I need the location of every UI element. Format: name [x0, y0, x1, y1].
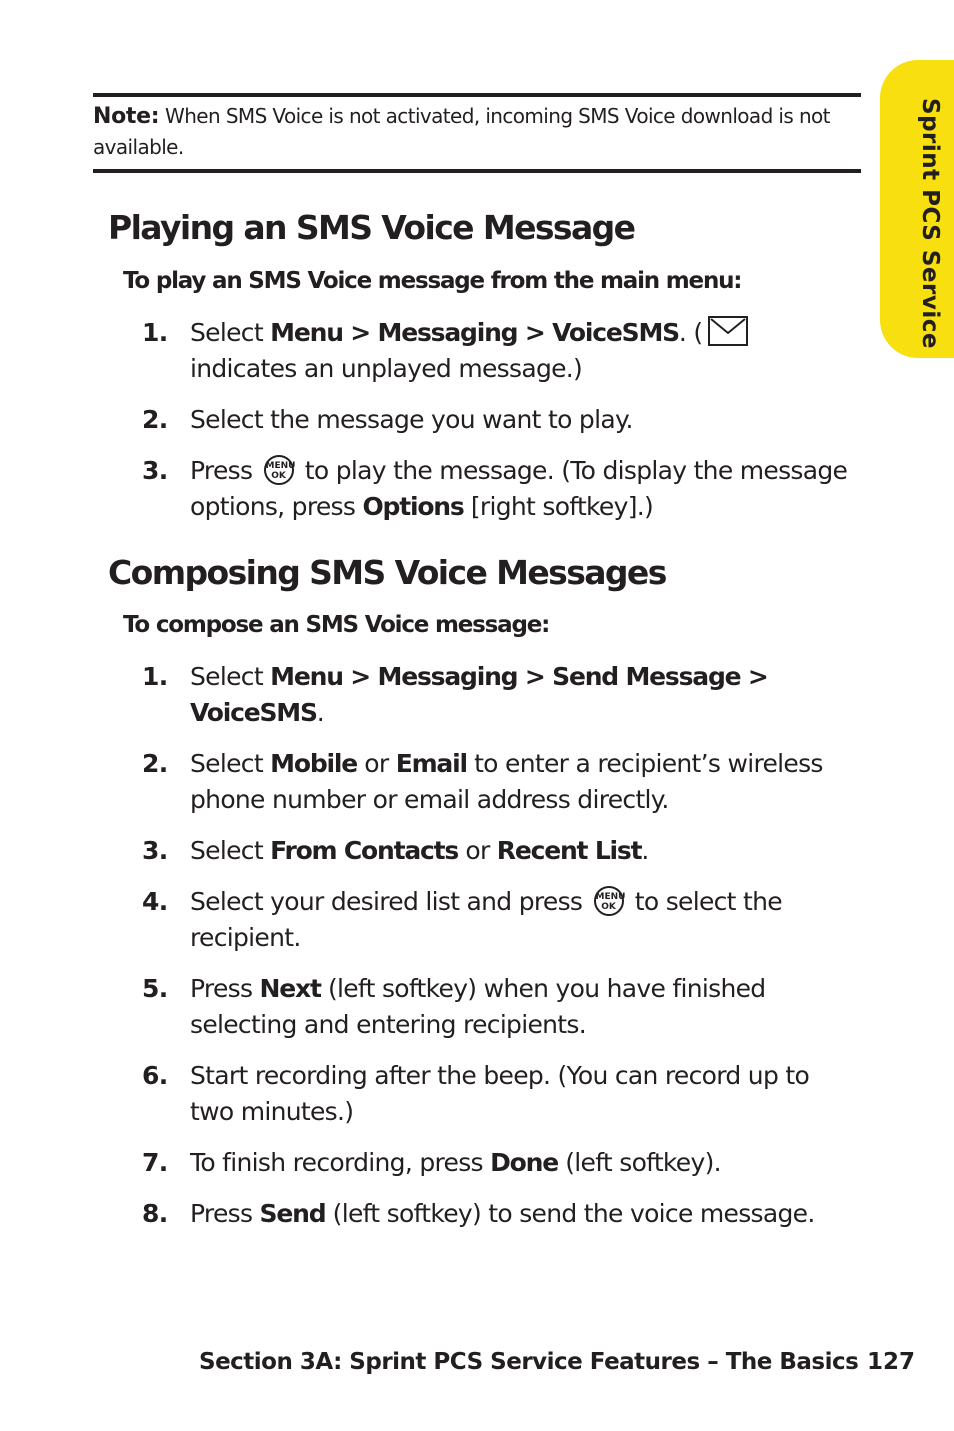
- step-text: to select the recipient.: [190, 887, 782, 952]
- step-text: To finish recording, press: [190, 1148, 491, 1177]
- step-text: to play the message. (To display the message options, press: [190, 456, 848, 521]
- list-item: [140, 1196, 850, 1232]
- step-text: Select your desired list and press: [190, 887, 590, 916]
- softkey-name: Next: [259, 974, 321, 1003]
- option-recent-list: Recent List: [496, 836, 642, 865]
- intro-compose: To compose an SMS Voice message:: [123, 612, 550, 638]
- step-text: or: [458, 836, 497, 865]
- step-text: Select: [190, 749, 271, 778]
- footer-section-title: Section 3A: Sprint PCS Service Features – The Basics: [199, 1349, 859, 1375]
- side-tab-label: Sprint PCS Service: [917, 98, 943, 349]
- play-steps-list: [140, 315, 850, 540]
- list-item: [140, 833, 850, 869]
- note-text: When SMS Voice is not activated, incoming SMS Voice download is not available.: [93, 104, 830, 159]
- step-number: 6.: [142, 1061, 168, 1090]
- softkey-name: Done: [490, 1148, 558, 1177]
- step-number: 1.: [142, 662, 168, 691]
- step-text: Press: [190, 1199, 260, 1228]
- key-label-menu: MENU: [595, 892, 626, 902]
- step-text: to enter a recipient’s wireless phone number or email address directly.: [190, 749, 823, 814]
- list-item: [140, 402, 850, 438]
- intro-play: To play an SMS Voice message from the main menu:: [123, 268, 742, 294]
- envelope-icon: [708, 316, 748, 346]
- step-text: . (: [678, 318, 703, 347]
- menu-path: Menu > Messaging > VoiceSMS: [270, 318, 679, 347]
- step-text: Select: [190, 662, 271, 691]
- step-number: 2.: [142, 405, 168, 434]
- menu-path: Menu > Messaging > Send Message > VoiceSMS: [190, 662, 768, 727]
- step-text: indicates an unplayed message.): [190, 354, 583, 383]
- step-number: 8.: [142, 1199, 168, 1228]
- step-text: .: [641, 836, 649, 865]
- step-text: or: [357, 749, 396, 778]
- step-number: 3.: [142, 836, 168, 865]
- key-label-menu: MENU: [265, 461, 296, 471]
- heading-playing-sms-voice: Playing an SMS Voice Message: [108, 208, 635, 247]
- option-from-contacts: From Contacts: [270, 836, 459, 865]
- step-text: Press: [190, 456, 260, 485]
- step-text: Press: [190, 974, 260, 1003]
- key-label-ok: OK: [601, 902, 616, 912]
- list-item: [140, 1145, 850, 1181]
- list-item: [140, 453, 850, 525]
- compose-steps-list: [140, 659, 850, 1247]
- step-text: Select: [190, 318, 271, 347]
- step-text: Start recording after the beep. (You can record up to two minutes.): [190, 1061, 810, 1126]
- step-text: Select: [190, 836, 271, 865]
- list-item: [140, 659, 850, 731]
- step-text: .: [316, 698, 325, 727]
- note-label: Note:: [93, 104, 160, 129]
- step-number: 1.: [142, 318, 168, 347]
- step-text: (left softkey).: [558, 1148, 721, 1177]
- page-number: 127: [867, 1349, 916, 1375]
- softkey-name: Send: [259, 1199, 326, 1228]
- step-number: 2.: [142, 749, 168, 778]
- step-number: 3.: [142, 456, 168, 485]
- step-number: 7.: [142, 1148, 168, 1177]
- key-label-ok: OK: [271, 471, 286, 481]
- option-email: Email: [395, 749, 467, 778]
- option-mobile: Mobile: [270, 749, 358, 778]
- step-number: 5.: [142, 974, 168, 1003]
- list-item: [140, 884, 850, 956]
- step-text: [right softkey].): [463, 492, 654, 521]
- step-text: (left softkey) to send the voice message.: [325, 1199, 815, 1228]
- menu-ok-key-icon: [264, 455, 294, 485]
- list-item: [140, 746, 850, 818]
- softkey-name: Options: [362, 492, 464, 521]
- list-item: [140, 971, 850, 1043]
- list-item: [140, 1058, 850, 1130]
- list-item: [140, 315, 850, 387]
- heading-composing-sms-voice: Composing SMS Voice Messages: [108, 553, 666, 592]
- step-number: 4.: [142, 887, 168, 916]
- step-text: (left softkey) when you have finished selecting and entering recipients.: [190, 974, 766, 1039]
- menu-ok-key-icon: [594, 886, 624, 916]
- note-box: [93, 93, 861, 173]
- step-text: Select the message you want to play.: [190, 405, 633, 434]
